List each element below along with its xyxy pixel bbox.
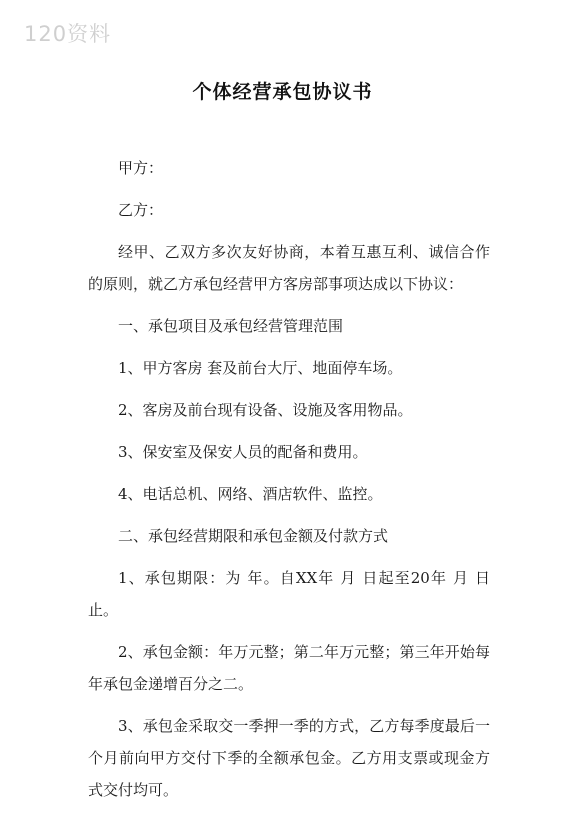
party-b-line: 乙方：	[118, 201, 164, 219]
clause-1-1: 1、甲方客房 套及前台大厅、地面停车场。	[118, 359, 403, 377]
document-body	[88, 152, 490, 816]
party-a-line: 甲方：	[118, 159, 164, 177]
section-heading-2: 二、承包经营期限和承包金额及付款方式	[118, 527, 389, 545]
clause-1-4: 4、电话总机、网络、酒店软件、监控。	[118, 485, 383, 503]
clause-2-3: 3、承包金采取交一季押一季的方式，乙方每季度最后一个月前向甲方交付下季的全额承包金。乙方用支票或现金方式交付均可。	[88, 717, 490, 799]
clause-1-2: 2、客房及前台现有设备、设施及客用物品。	[118, 401, 413, 419]
clause-2-1: 1、承包期限：为 年。自XX年 月 日起至20年 月 日止。	[88, 569, 490, 619]
watermark-logo: 120资料	[24, 22, 112, 46]
preamble-paragraph: 经甲、乙双方多次友好协商，本着互惠互利、诚信合作的原则，就乙方承包经营甲方客房部事项达成以下协议：	[88, 243, 490, 293]
section-heading-1: 一、承包项目及承包经营管理范围	[118, 317, 344, 335]
clause-1-3: 3、保安室及保安人员的配备和费用。	[118, 443, 368, 461]
clause-2-2: 2、承包金额：年万元整；第二年万元整；第三年开始每年承包金递增百分之二。	[88, 643, 490, 693]
document-title: 个体经营承包协议书	[192, 81, 373, 103]
